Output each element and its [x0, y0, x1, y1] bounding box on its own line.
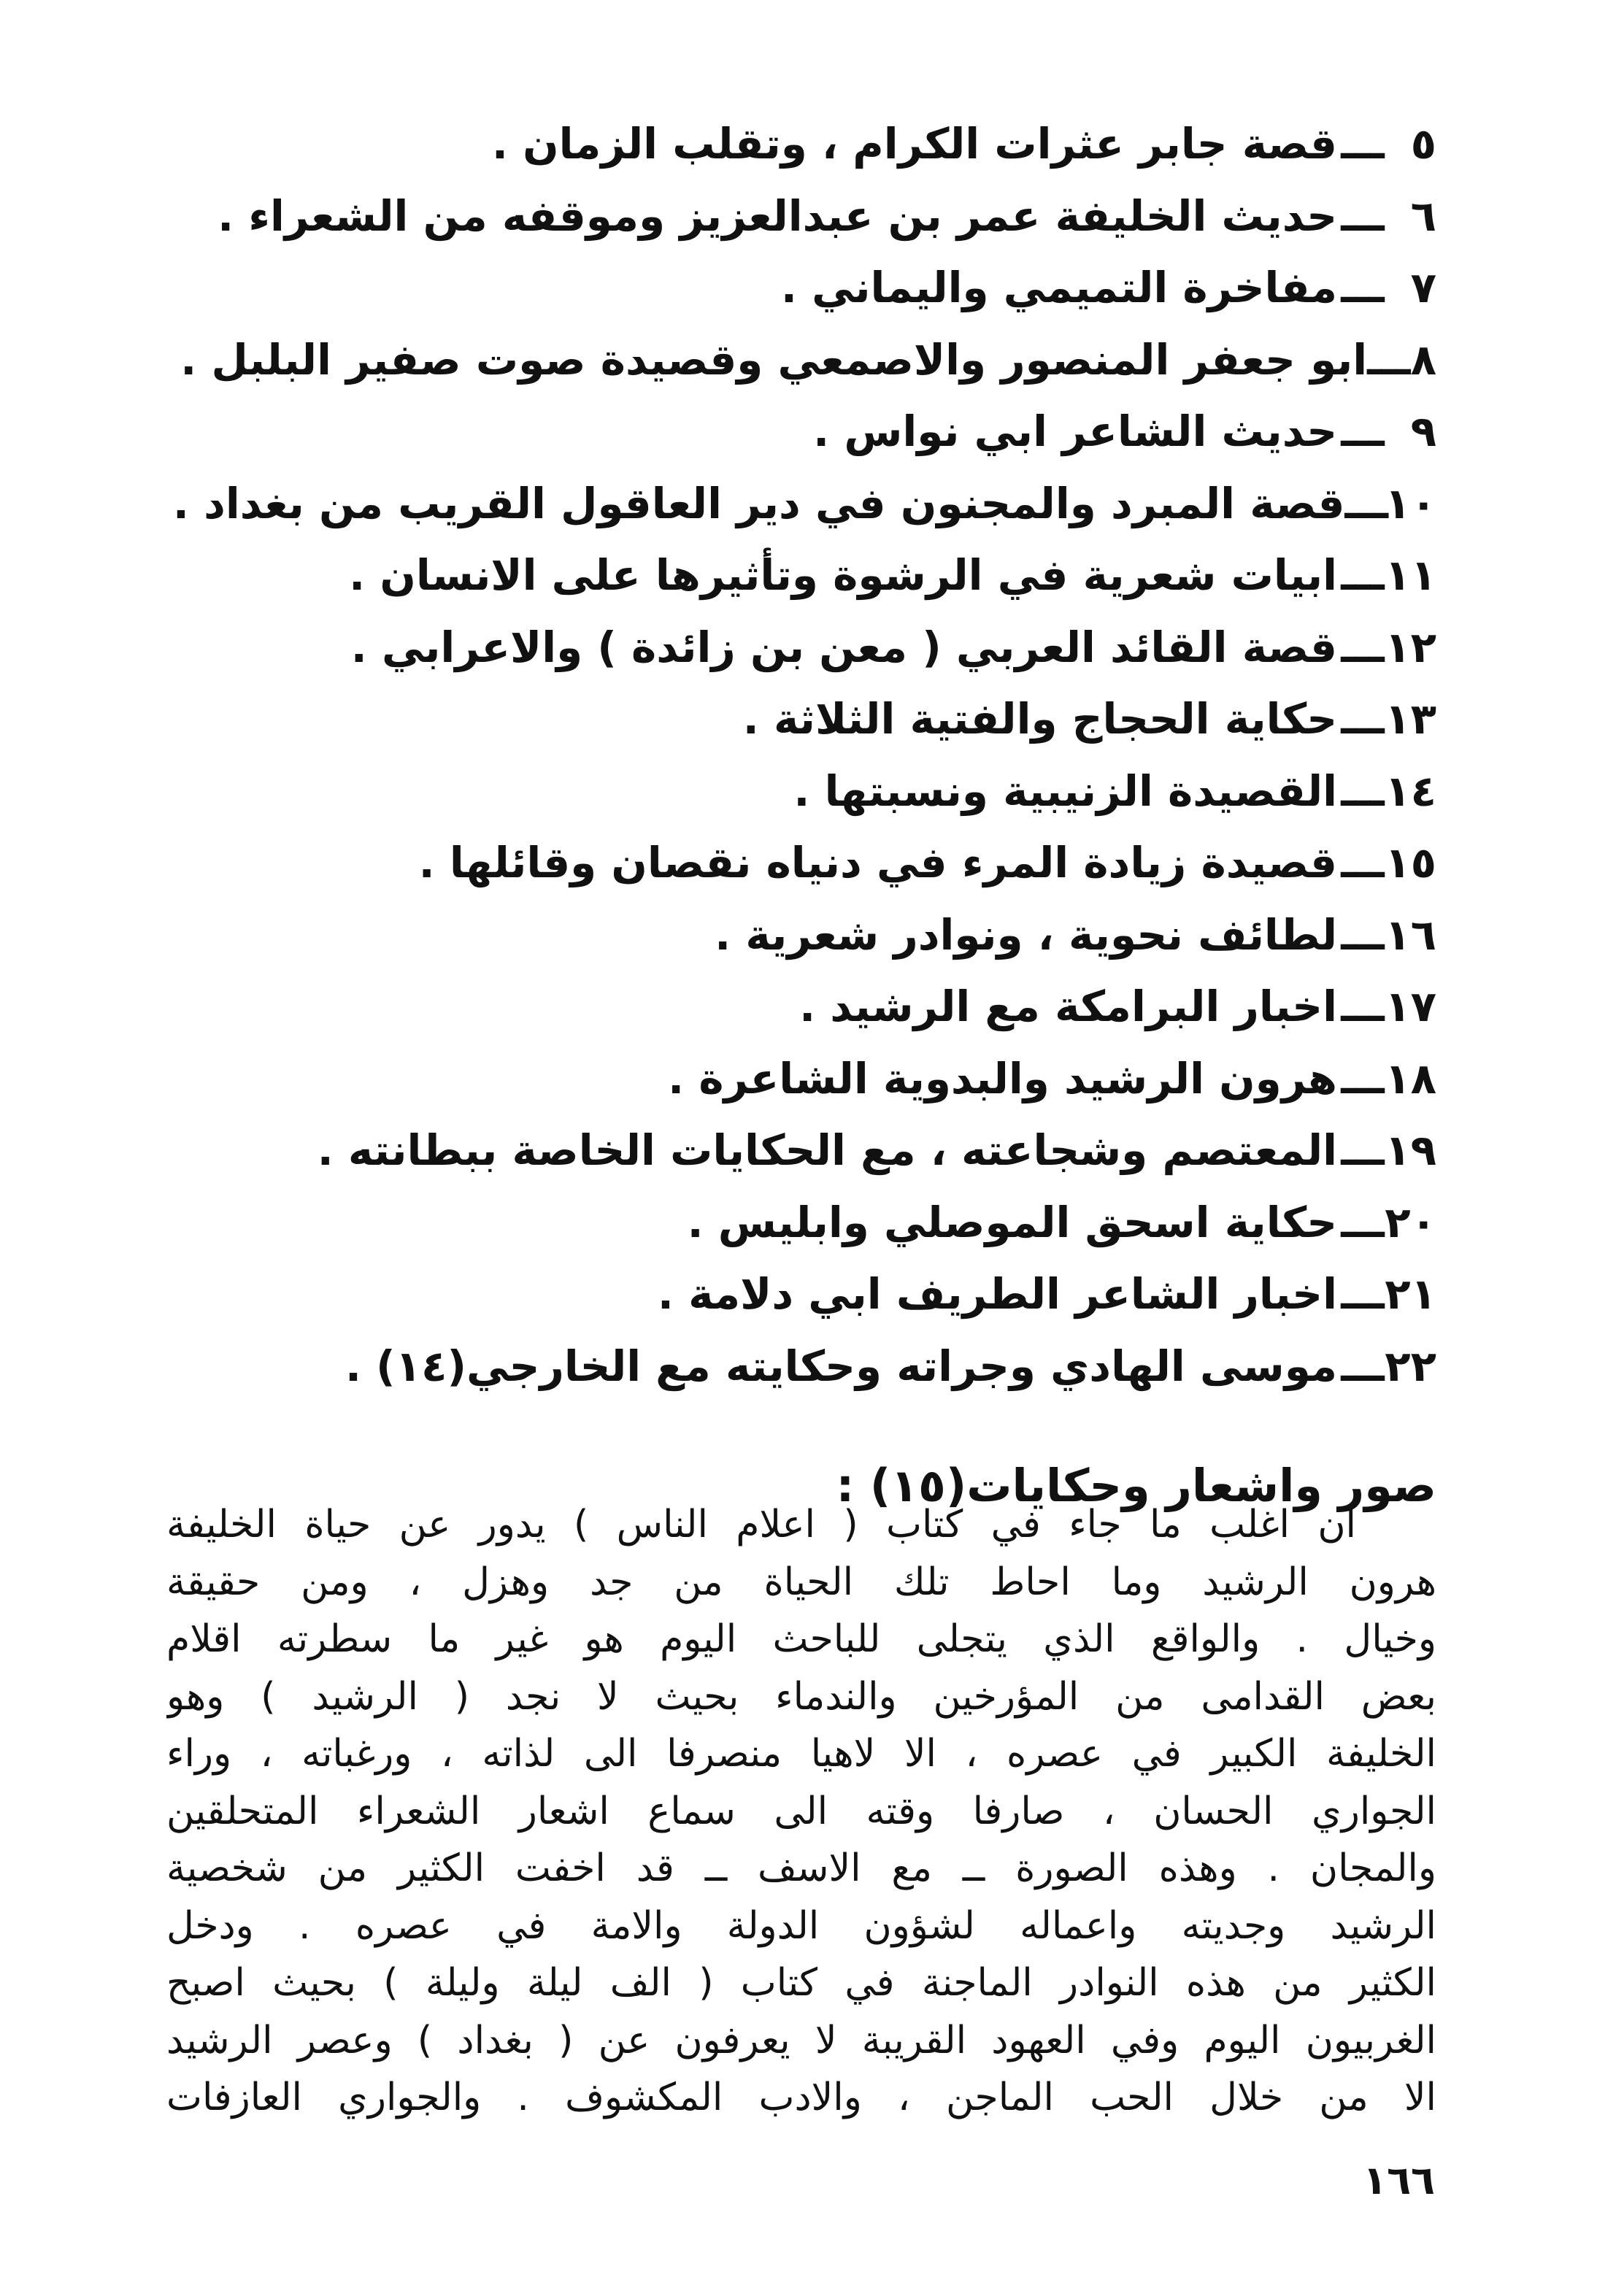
list-item: [181, 1258, 1436, 1330]
paragraph-line: هرون الرشيد وما احاط تلك الحياة من جد وهزل ، ومن حقيقة: [166, 1560, 1436, 1604]
list-item: [181, 899, 1436, 971]
item-dash: ـــ: [1341, 119, 1385, 169]
item-number: ٢١: [1385, 1269, 1436, 1319]
item-text: اخبار الشاعر الطريف ابي دلامة .: [657, 1269, 1337, 1319]
item-text: القصيدة الزنيبية ونسبتها .: [793, 766, 1337, 816]
list-item: [181, 252, 1436, 324]
list-item: [181, 971, 1436, 1043]
list-item: [181, 683, 1436, 755]
item-dash: ـــ: [1341, 766, 1385, 816]
item-dash: ـــ: [1341, 1053, 1385, 1103]
item-number: ١٠: [1385, 478, 1436, 528]
item-dash: ـــ: [1341, 550, 1385, 600]
item-dash: ـــ: [1341, 838, 1385, 887]
item-text: موسى الهادي وجراته وحكايته مع الخارجي(١٤) .: [345, 1341, 1337, 1391]
item-dash: ـــ: [1341, 622, 1385, 672]
item-number: ١٣: [1385, 694, 1436, 744]
item-number: ١٩: [1385, 1125, 1436, 1175]
item-text: ابو جعفر المنصور والاصمعي وقصيدة صوت صفير البلبل .: [180, 334, 1368, 385]
list-item: [181, 827, 1436, 899]
item-number: ١٥: [1385, 838, 1436, 887]
item-text: قصيدة زيادة المرء في دنياه نقصان وقائلها .: [418, 838, 1337, 887]
item-number: ١٤: [1385, 766, 1436, 816]
item-dash: ـــ: [1341, 1269, 1385, 1319]
item-number: ٦: [1410, 190, 1436, 241]
item-text: حديث الشاعر ابي نواس .: [813, 407, 1337, 456]
list-item: [181, 612, 1436, 684]
item-number: ١١: [1385, 550, 1436, 600]
item-text: قصة المبرد والمجنون في دير العاقول القريب من بغداد .: [172, 478, 1345, 528]
item-dash: ـــ: [1341, 1125, 1385, 1175]
list-item: [181, 1114, 1436, 1187]
item-text: اخبار البرامكة مع الرشيد .: [799, 982, 1337, 1031]
item-number: ٢٢: [1385, 1341, 1436, 1391]
list-item: [181, 539, 1436, 612]
list-item: [181, 1043, 1436, 1115]
list-item: [181, 755, 1436, 828]
item-dash: ـــ: [1341, 982, 1385, 1031]
item-text: حكاية الحجاج والفتية الثلاثة .: [742, 694, 1337, 744]
paragraph-line: الخليفة الكبير في عصره ، الا لاهيا منصرفا الى لذاته ، ورغباته ، وراء: [166, 1732, 1436, 1776]
section-paragraph: [166, 1496, 1436, 2127]
item-number: ١٧: [1385, 982, 1436, 1031]
section-heading: صور واشعار وحكايات(١٥) :: [836, 1459, 1436, 1513]
paragraph-line: الجواري الحسان ، صارفا وقته الى سماع اشعار الشعراء المتحلقين: [166, 1789, 1436, 1833]
item-dash: ـــ: [1341, 407, 1385, 456]
item-text: قصة جابر عثرات الكرام ، وتقلب الزمان .: [491, 119, 1337, 169]
list-item: [181, 108, 1436, 180]
item-text: حكاية اسحق الموصلي وابليس .: [687, 1197, 1337, 1247]
item-number: ٢٠: [1385, 1197, 1436, 1247]
item-text: ابيات شعرية في الرشوة وتأثيرها على الانسان .: [349, 550, 1337, 600]
paragraph-line: الكثير من هذه النوادر الماجنة في كتاب ( الف ليلة وليلة ) بحيث اصبح: [166, 1961, 1436, 2005]
item-number: ٧: [1410, 263, 1436, 312]
item-dash: ـــ: [1344, 478, 1388, 528]
list-item: [181, 180, 1436, 253]
item-dash: ـــ: [1367, 334, 1411, 385]
paragraph-line: الا من خلال الحب الماجن ، والادب المكشوف . والجواري العازفات: [166, 2076, 1436, 2119]
item-text: حديث الخليفة عمر بن عبدالعزيز وموقفه من الشعراء .: [218, 190, 1337, 241]
item-dash: ـــ: [1341, 263, 1385, 312]
list-item: [181, 1330, 1436, 1403]
page-number: ١٦٦: [1363, 2157, 1435, 2203]
item-dash: ـــ: [1341, 1197, 1385, 1247]
item-number: ٥: [1410, 119, 1436, 169]
paragraph-line: والمجان . وهذه الصورة ــ مع الاسف ــ قد اخفت الكثير من شخصية: [166, 1846, 1436, 1890]
paragraph-line: بعض القدامى من المؤرخين والندماء بحيث لا نجد ( الرشيد ) وهو: [166, 1674, 1436, 1719]
item-number: ١٦: [1385, 909, 1436, 960]
list-item: [181, 1187, 1436, 1259]
item-text: هرون الرشيد والبدوية الشاعرة .: [668, 1053, 1337, 1103]
paragraph-line: الغربيون اليوم وفي العهود القريبة لا يعرفون عن ( بغداد ) وعصر الرشيد: [166, 2018, 1436, 2062]
item-text: لطائف نحوية ، ونوادر شعرية .: [715, 909, 1337, 960]
list-item: [181, 324, 1436, 396]
item-dash: ـــ: [1341, 1341, 1385, 1391]
item-dash: ـــ: [1341, 694, 1385, 744]
list-item: [172, 468, 1436, 540]
topics-list: [172, 108, 1436, 1402]
item-text: قصة القائد العربي ( معن بن زائدة ) والاعرابي .: [350, 622, 1337, 672]
item-dash: ـــ: [1341, 190, 1385, 241]
item-text: المعتصم وشجاعته ، مع الحكايات الخاصة ببطانته .: [317, 1125, 1337, 1175]
item-number: ١٨: [1385, 1053, 1436, 1103]
item-number: ١٢: [1385, 622, 1436, 672]
item-number: ٨: [1410, 334, 1436, 385]
item-text: مفاخرة التميمي واليماني .: [780, 263, 1337, 312]
paragraph-line: الرشيد وجديته واعماله لشؤون الدولة والامة في عصره . ودخل: [166, 1903, 1436, 1948]
paragraph-line: ان اغلب ما جاء في كتاب ( اعلام الناس ) يدور عن حياة الخليفة: [166, 1503, 1356, 1546]
list-item: [181, 396, 1436, 468]
item-number: ٩: [1410, 407, 1436, 456]
paragraph-line: وخيال . والواقع الذي يتجلى للباحث اليوم هو غير ما سطرته اقلام: [166, 1617, 1436, 1661]
item-dash: ـــ: [1341, 909, 1385, 960]
